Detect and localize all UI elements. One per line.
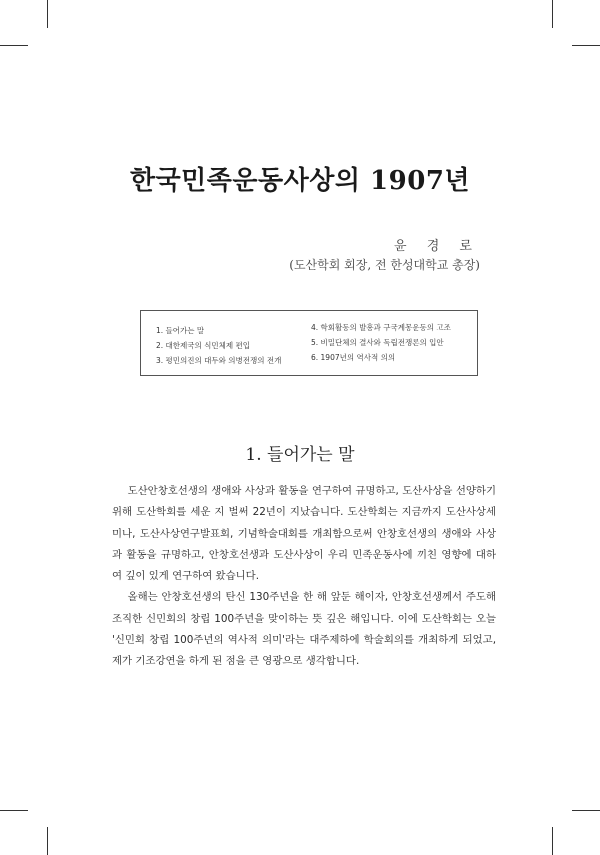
crop-mark-bottom-left bbox=[47, 827, 48, 855]
section-heading: 1. 들어가는 말 bbox=[245, 445, 355, 465]
crop-mark-top-right-h bbox=[572, 45, 600, 46]
toc-item: 4. 학회활동의 발흥과 구국계몽운동의 고조 bbox=[311, 323, 451, 332]
author-name: 윤 경 로 bbox=[394, 239, 480, 254]
crop-mark-bottom-right bbox=[552, 827, 553, 855]
toc-item: 3. 평민의진의 대두와 의병전쟁의 전개 bbox=[156, 356, 282, 365]
crop-mark-top-right bbox=[552, 0, 553, 28]
table-of-contents bbox=[140, 310, 478, 376]
page-title: 한국민족운동사상의 1907년 bbox=[129, 166, 471, 196]
toc-item: 1. 들어가는 말 bbox=[156, 326, 205, 335]
crop-mark-bottom-left-h bbox=[0, 810, 28, 811]
toc-item: 6. 1907년의 역사적 의의 bbox=[311, 353, 396, 362]
crop-mark-top-left bbox=[47, 0, 48, 28]
crop-mark-bottom-right-h bbox=[572, 810, 600, 811]
paragraph: 올해는 안창호선생의 탄신 130주년을 한 해 앞둔 해이자, 안창호선생께서 주도해 조직한 신민회의 창립 100주년을 맞이하는 뜻 깊은 해입니다. 이에 도산학회는 오늘 '신민회 창립 100주년의 역사적 의미'라는 대주제하에 학술회의를 개최하게 되었고, 제가 기조강연을 하게 된 점을 큰 영광으로 생각합니다. bbox=[112, 591, 496, 668]
crop-mark-top-left-h bbox=[0, 45, 28, 46]
toc-column-left bbox=[156, 323, 281, 368]
toc-column-right bbox=[311, 320, 451, 365]
toc-item: 2. 대한제국의 식민체제 편입 bbox=[156, 341, 251, 350]
paragraph: 도산안창호선생의 생애와 사상과 활동을 연구하여 규명하고, 도산사상을 선양하기 위해 도산학회를 세운 지 벌써 22년이 지났습니다. 도산학회는 지금까지 도산사상세미나, 도산사상연구발표회, 기념학술대회를 개최함으로써 안창호선생의 생애와 사상과 활동을 규명하고, 안창호선생과 도산사상이 우리 민족운동사에 끼친 영향에 대하여 깊이 있게 연구하여 왔습니다. bbox=[112, 485, 496, 583]
author-affiliation: (도산학회 회장, 전 한성대학교 총장) bbox=[289, 258, 480, 272]
toc-item: 5. 비밀단체의 결사와 독립전쟁론의 입안 bbox=[311, 338, 444, 347]
body-text bbox=[112, 481, 496, 673]
